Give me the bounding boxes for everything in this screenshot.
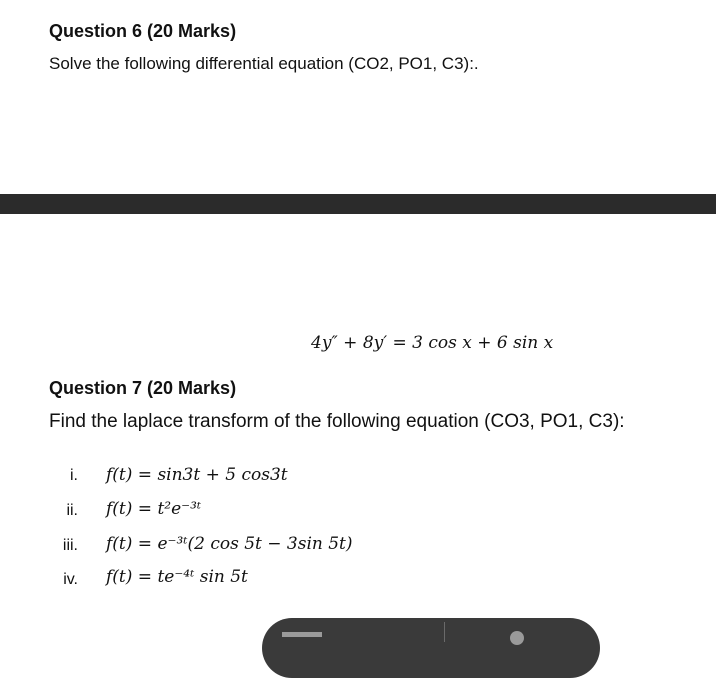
item-number: iii. [62, 537, 78, 554]
item-number: ii. [66, 502, 78, 519]
question-6-equation: 4y″ + 8y′ = 3 cos x + 6 sin x [311, 333, 554, 353]
item-expression: f(t) = e⁻³ᵗ(2 cos 5t − 3sin 5t) [106, 534, 353, 554]
toolbar-button-icon[interactable] [510, 631, 524, 645]
toolbar-handle-icon [282, 632, 322, 637]
item-expression: f(t) = te⁻⁴ᵗ sin 5t [106, 567, 248, 587]
item-number: iv. [63, 571, 78, 588]
redaction-band [0, 194, 716, 214]
question-6-instruction: Solve the following differential equation (CO2, PO1, C3):. [49, 54, 479, 73]
item-expression: f(t) = sin3t + 5 cos3t [106, 465, 288, 485]
question-7-title: Question 7 (20 Marks) [49, 378, 237, 398]
floating-toolbar[interactable] [262, 618, 600, 678]
question-7-instruction: Find the laplace transform of the following equation (CO3, PO1, C3): [49, 411, 625, 432]
item-number: i. [70, 467, 78, 484]
item-expression: f(t) = t²e⁻³ᵗ [106, 499, 202, 519]
toolbar-divider [444, 622, 445, 642]
question-6-title: Question 6 (20 Marks) [49, 21, 237, 41]
